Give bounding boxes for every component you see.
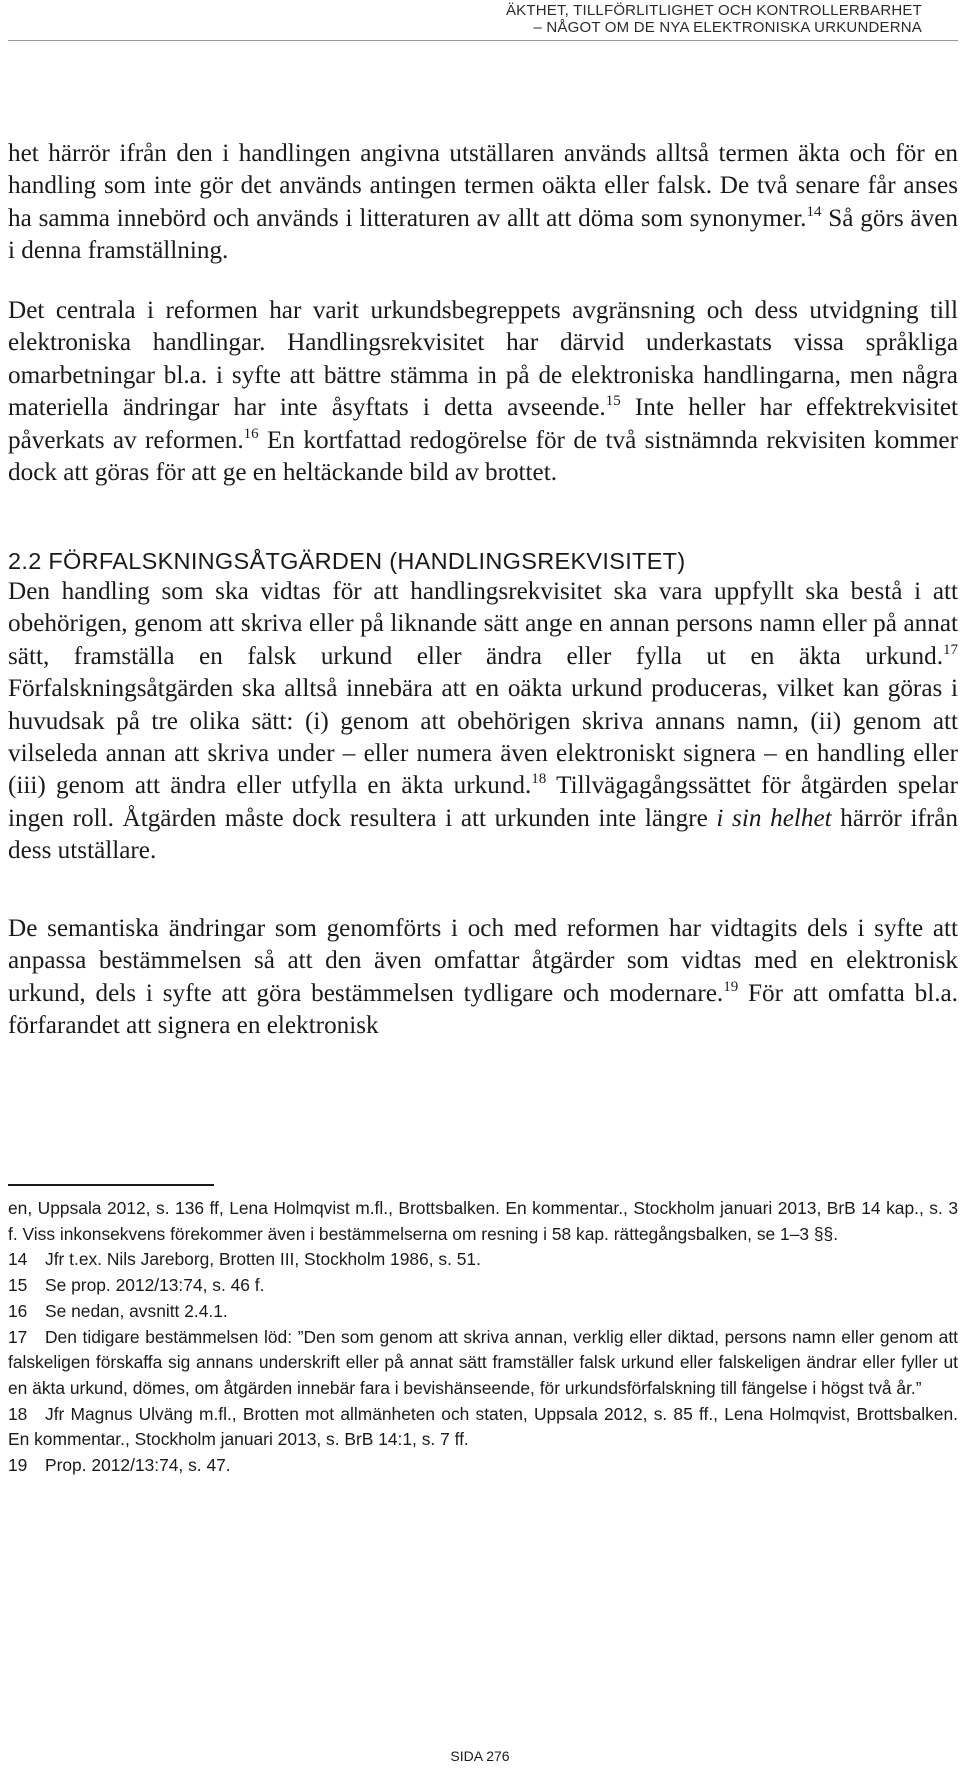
paragraph-3-text-mid: Förfalskningsåtgärden ska alltså innebära att en oäkta urkund produceras, vilket kan göras i huvudsak på tre olika sätt: (i) genom att obehörigen skriva annans namn, (ii) genom att vilseleda annan att skriva under – eller numera även elektroniskt signera – en handling eller (iii) genom att ändra eller utfylla en äkta urkund.: [8, 675, 958, 800]
paragraph-3-text: Den handling som ska vidtas för att handlingsrekvisitet ska vara uppfyllt ska bestå i att obehörigen, genom att skriva eller på liknande sätt ange en annan persons namn eller på annat sätt, framställa en falsk urkund eller ändra eller fylla ut en äkta urkund.: [8, 578, 958, 670]
footnote-text: Jfr Magnus Ulväng m.fl., Brotten mot allmänheten och staten, Uppsala 2012, s. 85 ff., Lena Holmqvist, Brottsbalken. En kommentar., Stockholm januari 2013, s. BrB 14:1, s. 7 ff.: [8, 1403, 958, 1450]
footnote-number: 18: [8, 1403, 28, 1424]
footnote-18: [8, 1402, 958, 1453]
footnote-19: [8, 1453, 958, 1479]
paragraph-4-text-end: För att omfatta bl.a. förfarandet att signera en elektronisk: [8, 979, 958, 1040]
section-heading: 2.2 FÖRFALSKNINGSÅTGÄRDEN (HANDLINGSREKVISITET): [8, 548, 686, 574]
paragraph-4-text: De semantiska ändringar som genomförts i och med reformen har vidtagits dels i syfte att anpassa bestämmelsen så att den även omfattar åtgärder som vidtas med en elektronisk urkund, dels i syfte att göra bestämmelsen tydligare och modernare.: [8, 915, 958, 1007]
footnote-15: [8, 1273, 958, 1299]
running-header-line-1: ÄKTHET, TILLFÖRLITLIGHET OCH KONTROLLERBARHET: [505, 2, 922, 19]
header-divider: [8, 40, 958, 41]
footnote-ref-17: 17: [943, 641, 958, 658]
footnote-14: [8, 1247, 958, 1273]
footnote-text: Den tidigare bestämmelsen löd: ”Den som genom att skriva annan, verklig eller diktad, persons namn eller genom att falskeligen förskaffa sig annans underskrift eller på annat sätt framställer falsk urkund eller falskeligen ändrar eller fyller ut en äkta urkund, dömes, om åtgärden innebär fara i bevishänseende, för urkundsförfalskning till fängelse i högst två år.”: [8, 1326, 958, 1398]
footnote-16: [8, 1299, 958, 1325]
paragraph-2: [8, 295, 958, 489]
footnote-ref-19: 19: [723, 978, 739, 995]
paragraph-2-text-mid: Inte heller har effektrekvisitet påverkats av reformen.: [8, 394, 959, 454]
footnote-divider: [8, 1184, 214, 1186]
paragraph-3: [8, 576, 958, 868]
running-header-line-2: – NÅGOT OM DE NYA ELEKTRONISKA URKUNDERNA: [533, 19, 922, 36]
paragraph-2-text-end: En kortfattad redogörelse för de två sistnämnda rekvisiten kommer dock att göras för att ge en heltäckande bild av brottet.: [8, 426, 958, 487]
footnote-number: 14: [8, 1249, 28, 1270]
paragraph-1-text: het härrör ifrån den i handlingen angivna utställaren används alltså termen äkta och för en handling som inte gör det används antingen termen oäkta eller falsk. De två senare får anses ha samma innebörd och används i litteraturen av allt att döma som synonymer.: [8, 140, 958, 232]
footnote-text: Se nedan, avsnitt 2.4.1.: [45, 1300, 228, 1321]
paragraph-3-text-end: härrör ifrån dess utställare.: [8, 804, 958, 865]
footnotes: [8, 1196, 958, 1479]
paragraph-3-text-cont: Tillvägagångssättet för åtgärden spelar ingen roll. Åtgärden måste dock resultera i att urkunden inte längre: [8, 772, 958, 832]
footnote-ref-18: 18: [531, 771, 547, 788]
paragraph-4: [8, 913, 958, 1043]
paragraph-2-text: Det centrala i reformen har varit urkundsbegreppets avgränsning och dess utvidgning till elektroniska handlingar. Handlingsrekvisitet har därvid underkastats vissa språkliga omarbetningar bl.a. i syfte att bättre stämma in på de elektroniska handlingarna, men några materiella ändringar har inte åsyftats i detta avseende.: [8, 297, 958, 422]
paragraph-1: [8, 138, 958, 268]
footnote-number: 16: [8, 1300, 28, 1321]
footnote-text: Jfr t.ex. Nils Jareborg, Brotten III, Stockholm 1986, s. 51.: [45, 1249, 481, 1270]
footnote-number: 19: [8, 1455, 28, 1476]
footnote-text: Prop. 2012/13:74, s. 47.: [45, 1455, 231, 1476]
footnote-ref-15: 15: [605, 393, 621, 410]
paragraph-1-text-end: Så görs även i denna framställning.: [8, 204, 958, 265]
running-header: [282, 2, 922, 36]
footnote-ref-16: 16: [243, 425, 259, 442]
page-number: SIDA 276: [450, 1748, 510, 1764]
footnote-17: [8, 1325, 958, 1402]
footnote-text: Se prop. 2012/13:74, s. 46 f.: [45, 1275, 265, 1296]
emphasis-text: i sin helhet: [716, 804, 832, 832]
footnote-continued: en, Uppsala 2012, s. 136 ff, Lena Holmqvist m.fl., Brottsbalken. En kommentar., Stockholm januari 2013, BrB 14 kap., s. 3 f. Viss inkonsekvens förekommer även i bestämmelserna om resning i 58 kap. rättegångsbalken, se 1–3 §§.: [8, 1198, 958, 1244]
footnote-ref-14: 14: [806, 203, 822, 220]
footnote-number: 15: [8, 1275, 28, 1296]
footnote-number: 17: [8, 1326, 28, 1347]
